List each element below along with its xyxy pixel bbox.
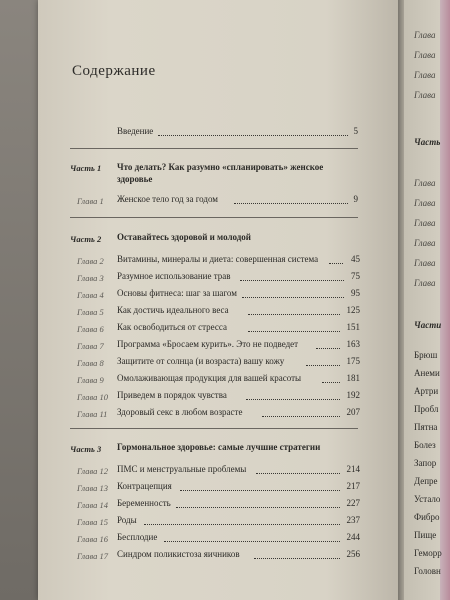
- right-part-label: Части: [414, 320, 442, 330]
- part-label: Часть 3: [70, 444, 102, 454]
- chapter-label: Глава 13: [77, 483, 108, 493]
- part-label: Часть 2: [70, 234, 102, 244]
- chapter-title: Витамины, минералы и диета: совершенная система: [117, 254, 319, 264]
- chapter-title: Разумное использование трав: [117, 271, 231, 281]
- chapter-label: Глава 6: [77, 324, 104, 334]
- chapter-label: Глава 3: [77, 273, 104, 283]
- chapter-dots: [248, 314, 340, 315]
- chapter-dots: [242, 297, 344, 298]
- right-chapter-label: Глава: [414, 90, 436, 100]
- chapter-page: 181: [346, 373, 360, 383]
- chapter-title: Женское тело год за годом: [117, 194, 218, 204]
- section-rule: [70, 148, 358, 149]
- chapter-label: Глава 2: [77, 256, 104, 266]
- section-rule: [70, 217, 358, 218]
- chapter-title: Как достичь идеального веса: [117, 305, 229, 315]
- right-entry: Брюш: [414, 350, 438, 360]
- right-entry: Артри: [414, 386, 439, 396]
- chapter-label: Глава 17: [77, 551, 108, 561]
- chapter-page: 207: [346, 407, 360, 417]
- part-title: Оставайтесь здоровой и молодой: [117, 232, 251, 242]
- chapter-dots: [240, 280, 344, 281]
- chapter-label: Глава 8: [77, 358, 104, 368]
- chapter-title: Основы фитнеса: шаг за шагом: [117, 288, 237, 298]
- intro-label: Введение: [117, 126, 154, 136]
- chapter-page: 151: [346, 322, 360, 332]
- chapter-page: 244: [346, 532, 360, 542]
- toc-title: Содержание: [72, 63, 156, 79]
- right-entry: Пробл: [414, 404, 439, 414]
- chapter-title: Омолаживающая продукция для вашей красоты: [117, 373, 302, 383]
- chapter-title: Программа «Бросаем курить». Это не подведет: [117, 339, 299, 349]
- chapter-title: ПМС и менструальные проблемы: [117, 464, 247, 474]
- chapter-label: Глава 12: [77, 466, 108, 476]
- right-entry: Болез: [414, 440, 436, 450]
- chapter-title: Здоровый секс в любом возрасте: [117, 407, 243, 417]
- chapter-page: 163: [346, 339, 360, 349]
- right-entry: Устало: [414, 494, 441, 504]
- chapter-title: Защитите от солнца (и возраста) вашу кожу: [117, 356, 285, 366]
- chapter-title: Роды: [117, 515, 137, 525]
- right-chapter-label: Глава: [414, 30, 436, 40]
- right-chapter-label: Глава: [414, 238, 436, 248]
- part-title: Гормональное здоровье: самые лучшие стратегии: [117, 442, 321, 452]
- left-page: [38, 0, 398, 600]
- right-chapter-label: Глава: [414, 70, 436, 80]
- chapter-title: Как освободиться от стресса: [117, 322, 227, 332]
- chapter-label: Глава 1: [77, 196, 104, 206]
- right-entry: Пище: [414, 530, 437, 540]
- part-label: Часть 1: [70, 163, 102, 173]
- chapter-dots: [164, 541, 340, 542]
- right-chapter-label: Глава: [414, 218, 436, 228]
- right-chapter-label: Глава: [414, 178, 436, 188]
- chapter-page: 256: [346, 549, 360, 559]
- chapter-page: 217: [346, 481, 360, 491]
- chapter-title: Беременность: [117, 498, 171, 508]
- chapter-dots: [256, 473, 340, 474]
- chapter-page: 237: [346, 515, 360, 525]
- chapter-page: 95: [351, 288, 360, 298]
- chapter-title: Бесплодие: [117, 532, 158, 542]
- right-entry: Геморр: [414, 548, 442, 558]
- chapter-dots: [180, 490, 340, 491]
- part-title-line2: здоровье: [117, 174, 153, 184]
- chapter-page: 75: [351, 271, 360, 281]
- pink-page-edge: [440, 0, 450, 600]
- chapter-label: Глава 9: [77, 375, 104, 385]
- chapter-page: 45: [351, 254, 360, 264]
- right-entry: Анеми: [414, 368, 440, 378]
- chapter-label: Глава 10: [77, 392, 108, 402]
- chapter-page: 192: [346, 390, 360, 400]
- chapter-page: 125: [346, 305, 360, 315]
- right-chapter-label: Глава: [414, 50, 436, 60]
- chapter-dots: [144, 524, 340, 525]
- chapter-page: 9: [353, 194, 358, 204]
- chapter-label: Глава 4: [77, 290, 104, 300]
- chapter-dots: [176, 507, 340, 508]
- chapter-title: Синдром поликистоза яичников: [117, 549, 240, 559]
- chapter-dots: [316, 348, 340, 349]
- right-chapter-label: Глава: [414, 258, 436, 268]
- right-entry: Депре: [414, 476, 438, 486]
- right-chapter-label: Глава: [414, 278, 436, 288]
- chapter-label: Глава 14: [77, 500, 108, 510]
- chapter-page: 214: [346, 464, 360, 474]
- chapter-label: Глава 7: [77, 341, 104, 351]
- chapter-label: Глава 16: [77, 534, 108, 544]
- chapter-dots: [248, 331, 340, 332]
- chapter-dots: [254, 558, 340, 559]
- chapter-title: Приведем в порядок чувства: [117, 390, 227, 400]
- chapter-label: Глава 5: [77, 307, 104, 317]
- chapter-dots: [246, 399, 340, 400]
- chapter-dots: [306, 365, 340, 366]
- chapter-label: Глава 15: [77, 517, 108, 527]
- right-entry: Головн: [414, 566, 441, 576]
- right-entry: Запор: [414, 458, 437, 468]
- intro-dots: [158, 135, 348, 136]
- intro-page: 5: [353, 126, 358, 136]
- chapter-page: 175: [346, 356, 360, 366]
- chapter-dots: [234, 203, 348, 204]
- chapter-label: Глава 11: [77, 409, 108, 419]
- chapter-page: 227: [346, 498, 360, 508]
- part-title: Что делать? Как разумно «спланировать» женское: [117, 162, 324, 172]
- chapter-dots: [262, 416, 340, 417]
- section-rule: [70, 428, 358, 429]
- chapter-title: Контрацепция: [117, 481, 172, 491]
- right-entry: Пятна: [414, 422, 438, 432]
- right-part-label: Часть: [414, 137, 441, 147]
- right-entry: Фибро: [414, 512, 440, 522]
- right-chapter-label: Глава: [414, 198, 436, 208]
